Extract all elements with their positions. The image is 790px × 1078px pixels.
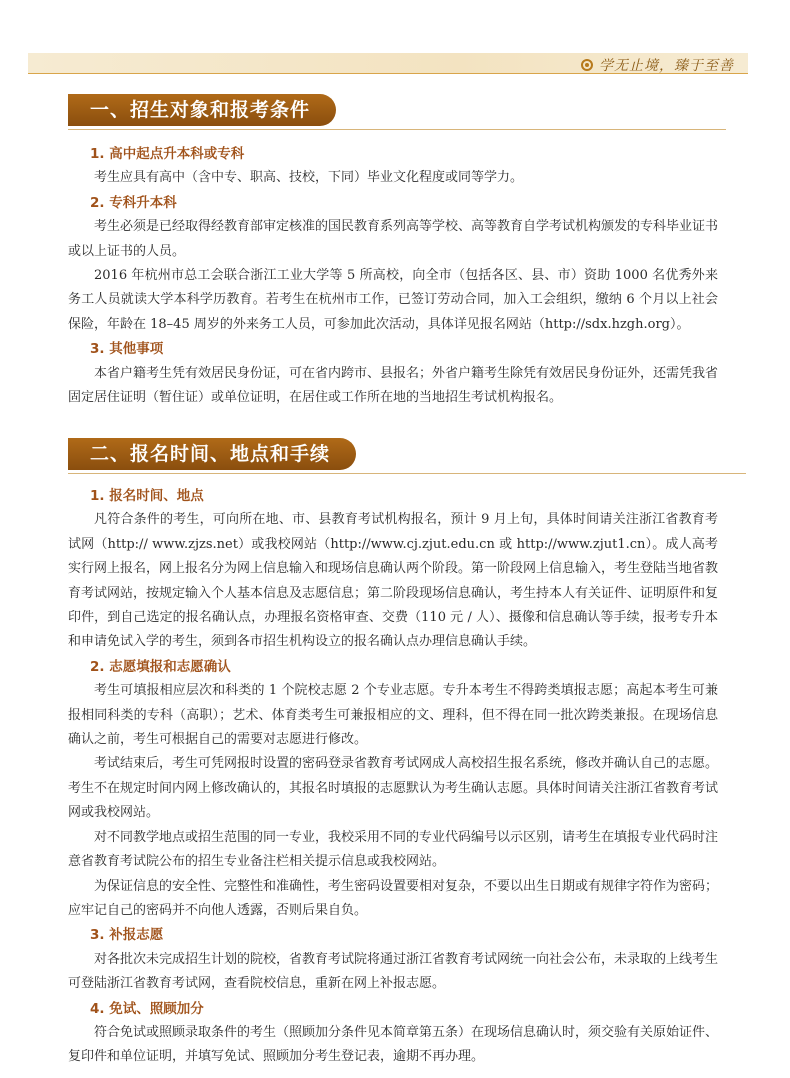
- section-1-content: [68, 142, 718, 410]
- paragraph: 考生可填报相应层次和科类的 1 个院校志愿 2 个专业志愿。专升本考生不得跨类填报志愿；高起本考生可兼报相同科类的专科（高职）；艺术、体育类考生可兼报相应的文、理科，但不得在同一批次跨类兼报。在现场信息确认之前，考生可根据自己的需要对志愿进行修改。: [68, 683, 718, 748]
- subsection-heading: 2. 专科升本科: [90, 194, 177, 211]
- section-2-header: [68, 438, 356, 470]
- paragraph: 考试结束后，考生可凭网报时设置的密码登录省教育考试网成人高校招生报名系统，修改并确认自己的志愿。考生不在规定时间内网上修改确认的，其报名时填报的志愿默认为考生确认志愿。具体时间请关注浙江省教育考试网或我校网站。: [68, 756, 719, 821]
- paragraph: 考生必须是已经取得经教育部审定核准的国民教育系列高等学校、高等教育自学考试机构颁发的专科毕业证书或以上证书的人员。: [68, 219, 719, 259]
- paragraph: 符合免试或照顾录取条件的考生（照顾加分条件见本简章第五条）在现场信息确认时，须交验有关原始证件、复印件和单位证明，并填写免试、照顾加分考生登记表，逾期不再办理。: [68, 1024, 719, 1065]
- paragraph: 为保证信息的安全性、完整性和准确性，考生密码设置要相对复杂，不要以出生日期或有规律字符作为密码；应牢记自己的密码并不向他人透露，否则后果自负。: [68, 878, 719, 918]
- subsection-heading: 3. 其他事项: [90, 341, 164, 358]
- ring-icon: [581, 59, 593, 71]
- paragraph: 本省户籍考生凭有效居民身份证，可在省内跨市、县报名；外省户籍考生除凭有效居民身份证外，还需凭我省固定居住证明（暂住证）或单位证明，在居住或工作所在地的当地招生考试机构报名。: [68, 365, 719, 406]
- paragraph: 考生应具有高中（含中专、职高、技校，下同）毕业文化程度或同等学力。: [94, 170, 524, 186]
- motto: [581, 56, 734, 74]
- section-2-content: [68, 484, 718, 1070]
- paragraph: 2016 年杭州市总工会联合浙江工业大学等 5 所高校，向全市（包括各区、县、市）资助 1000 名优秀外来务工人员就读大学本科学历教育。若考生在杭州市工作，已签订劳动合同，加入工会组织，缴纳 6 个月以上社会保险，年龄在 18–45 周岁的外来务工人员，可参加此次活动，具体详见报名网站（http://sdx.hzgh.org）。: [68, 268, 718, 332]
- motto-text: 学无止境，臻于至善: [599, 58, 734, 74]
- paragraph: 对各批次未完成招生计划的院校，省教育考试院将通过浙江省教育考试网统一向社会公布，未录取的上线考生可登陆浙江省教育考试网，查看院校信息，重新在网上补报志愿。: [68, 951, 719, 992]
- section-2-title: 二、报名时间、地点和手续: [68, 438, 356, 470]
- section-1-title: 一、招生对象和报考条件: [68, 94, 336, 126]
- subsection-heading: 2. 志愿填报和志愿确认: [90, 658, 231, 675]
- subsection-heading: 1. 报名时间、地点: [90, 488, 204, 504]
- subsection-heading: 3. 补报志愿: [90, 927, 164, 944]
- paragraph: 凡符合条件的考生，可向所在地、市、县教育考试机构报名，预计 9 月上旬，具体时间请关注浙江省教育考试网（http:// www.zjzs.net）或我校网站（http://www.cj.zjut.edu.cn 或 http://www.zjut1.cn）。成人高考实行网上报名，网上报名分为网上信息输入和现场信息确认两个阶段。第一阶段网上信息输入，考生登陆当地省教育考试网站，按规定输入个人基本信息及志愿信息；第二阶段现场信息确认，考生持本人有关证件、证明原件和复印件，到自己选定的报名确认点，办理报名资格审查、交费（110 元 / 人）、摄像和信息确认等手续，报考专升本和申请免试入学的考生，须到各市招生机构设立的报名确认点办理信息确认手续。: [68, 512, 719, 650]
- paragraph: 对不同教学地点或招生范围的同一专业，我校采用不同的专业代码编号以示区别，请考生在填报专业代码时注意省教育考试院公布的招生专业备注栏相关提示信息或我校网站。: [68, 829, 719, 870]
- subsection-heading: 1. 高中起点升本科或专科: [90, 146, 245, 162]
- subsection-heading: 4. 免试、照顾加分: [90, 1000, 204, 1017]
- section-1-header: [68, 94, 336, 126]
